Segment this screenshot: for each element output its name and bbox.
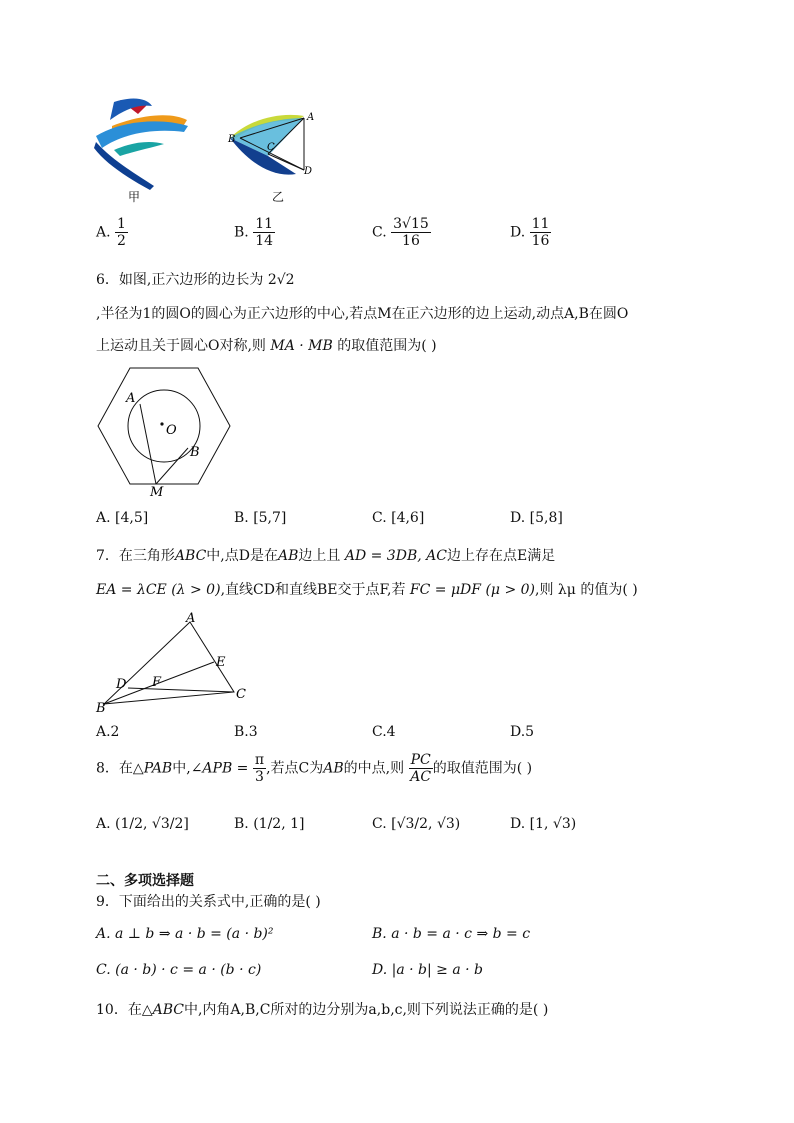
option-letter: C. — [372, 224, 387, 241]
point-c-label: C — [267, 142, 275, 153]
q8-pc-over-ac — [409, 752, 433, 785]
q8-pi-over-3 — [253, 752, 266, 785]
q6-stem-line1 — [96, 270, 295, 290]
figure-label-jia: 甲 — [128, 190, 141, 204]
option-value: [√3/2, √3) — [391, 816, 461, 832]
q8-text: 8．在 — [96, 760, 133, 777]
emblem-teal-stroke — [114, 142, 164, 156]
q10-stem — [96, 1000, 548, 1020]
q6-option-a[interactable]: A. [4,5] — [96, 510, 149, 526]
q9-option-a[interactable]: A. a ⊥ b ⇒ a · b = (a · b)² — [96, 926, 274, 942]
center-o-dot — [160, 422, 163, 425]
q7-option-b[interactable]: B.3 — [234, 724, 258, 740]
q8-side-ab: AB — [323, 760, 344, 777]
option-letter: A. — [96, 224, 111, 241]
q8-option-d[interactable] — [510, 816, 576, 832]
option-letter: A. — [96, 816, 111, 832]
denominator: 14 — [255, 233, 274, 249]
point-d-label: D — [304, 166, 313, 177]
point-c-label: C — [236, 687, 246, 702]
q6-stem-line2: ,半径为1的圆O的圆心为正六边形的中心,若点M在正六边形的边上运动,动点A,B在圆O — [96, 306, 629, 322]
point-b-label: B — [228, 134, 236, 145]
q8-triangle-name: △PAB — [132, 760, 173, 777]
section-heading: 二、多项选择题 — [96, 873, 194, 889]
denominator: 3 — [255, 769, 264, 785]
q8-text: 的取值范围为( ) — [432, 760, 533, 777]
point-d-label: D — [116, 677, 127, 692]
denominator: 16 — [402, 233, 420, 249]
q10-text: 10．在 — [96, 1002, 142, 1018]
option-letter: B. — [234, 816, 249, 832]
numerator: 11 — [531, 216, 550, 232]
q8-option-c[interactable] — [372, 816, 460, 832]
q7-vector-ea: EA = λCE (λ > 0) — [96, 582, 221, 598]
q5-option-a[interactable] — [96, 216, 128, 249]
q7-side-ab: AB — [277, 548, 299, 564]
segment-mb — [156, 448, 188, 484]
q7-side-ac: , AC — [417, 548, 447, 564]
q8-angle: ∠APB = — [190, 760, 249, 777]
option-letter: D. — [510, 224, 526, 241]
q9-stem: 9．下面给出的关系式中,正确的是( ) — [96, 894, 321, 910]
option-letter: D. — [510, 816, 526, 832]
q7-triangle-name: ABC — [174, 548, 207, 564]
winter-olympics-emblem-figure — [92, 92, 202, 197]
option-value: (1/2, 1] — [253, 816, 305, 832]
point-f-label: F — [152, 675, 162, 690]
fraction — [115, 216, 128, 249]
point-m-label: M — [150, 485, 164, 500]
q7-option-a[interactable]: A.2 — [96, 724, 120, 740]
point-a-label: A — [307, 112, 315, 123]
q7-vector-relation: AD = 3DB — [344, 548, 418, 564]
q6-text: 上运动且关于圆心O对称,则 — [96, 338, 266, 354]
q6-vector-product: MA · MB — [270, 338, 333, 354]
numerator: 1 — [117, 216, 126, 232]
q8-option-a[interactable] — [96, 816, 189, 832]
q8-text: 的中点,则 — [343, 760, 405, 777]
point-a-label: A — [186, 611, 196, 626]
option-letter: C. — [372, 816, 387, 832]
fraction — [530, 216, 552, 249]
q6-option-d[interactable]: D. [5,8] — [510, 510, 563, 526]
q5-option-c[interactable] — [372, 216, 431, 249]
fraction — [253, 216, 275, 249]
q7-text: ,直线CD和直线BE交于点F,若 — [220, 582, 406, 598]
option-value: (1/2, √3/2] — [115, 816, 189, 832]
denominator: 2 — [117, 233, 126, 249]
point-b-label: B — [96, 701, 106, 716]
emblem-geometry-figure — [212, 104, 322, 188]
q7-text: 边上存在点E满足 — [446, 548, 556, 564]
numerator: PC — [410, 752, 431, 768]
point-a-label: A — [126, 391, 136, 406]
q7-text: ,则 λμ 的值为( ) — [535, 582, 638, 598]
q6-option-b[interactable]: B. [5,7] — [234, 510, 287, 526]
q6-stem-line3 — [96, 336, 437, 356]
q7-text: 7．在三角形 — [96, 548, 175, 564]
q6-hexagon-figure — [96, 366, 232, 500]
q7-triangle-figure — [96, 612, 256, 716]
q10-text: 中,内角A,B,C所对的边分别为a,b,c,则下列说法正确的是( ) — [183, 1002, 549, 1018]
point-b-label: B — [190, 445, 200, 460]
point-o-label: O — [166, 423, 177, 438]
q9-option-b[interactable]: B. a · b = a · c ⇒ b = c — [372, 926, 531, 942]
q10-triangle-name: △ABC — [141, 1002, 184, 1018]
point-e-label: E — [216, 655, 226, 670]
q6-stem-text: 6．如图,正六边形的边长为 — [96, 272, 264, 288]
numerator: 3√15 — [393, 216, 429, 232]
option-letter: B. — [234, 224, 249, 241]
q9-option-c[interactable]: C. (a · b) · c = a · (b · c) — [96, 962, 262, 978]
q7-option-c[interactable]: C.4 — [372, 724, 396, 740]
q6-side-length: 2√2 — [267, 272, 295, 288]
q8-option-b[interactable] — [234, 816, 304, 832]
q7-text: 中,点D是在 — [206, 548, 278, 564]
segment-ma — [140, 404, 156, 484]
numerator: 11 — [255, 216, 274, 232]
q7-stem-line1 — [96, 546, 555, 566]
denominator: AC — [410, 769, 432, 785]
option-value: [1, √3) — [529, 816, 577, 832]
q6-option-c[interactable]: C. [4,6] — [372, 510, 425, 526]
q8-stem — [96, 752, 532, 785]
fraction — [391, 216, 431, 249]
q7-stem-line2 — [96, 580, 638, 600]
figure-label-yi: 乙 — [272, 190, 285, 204]
q5-option-d[interactable] — [510, 216, 551, 249]
numerator: π — [254, 752, 265, 768]
regular-hexagon — [98, 368, 230, 484]
q7-option-d[interactable]: D.5 — [510, 724, 535, 740]
q7-text: 边上且 — [298, 548, 341, 564]
q8-text: ,若点C为 — [266, 760, 324, 777]
q6-text-end: 的取值范围为( ) — [337, 338, 437, 354]
q5-option-b[interactable] — [234, 216, 275, 249]
q9-option-d[interactable]: D. |a · b| ≥ a · b — [372, 962, 484, 978]
q7-vector-fc: FC = μDF (μ > 0) — [409, 582, 536, 598]
denominator: 16 — [531, 233, 550, 249]
q8-text: 中, — [172, 760, 191, 777]
